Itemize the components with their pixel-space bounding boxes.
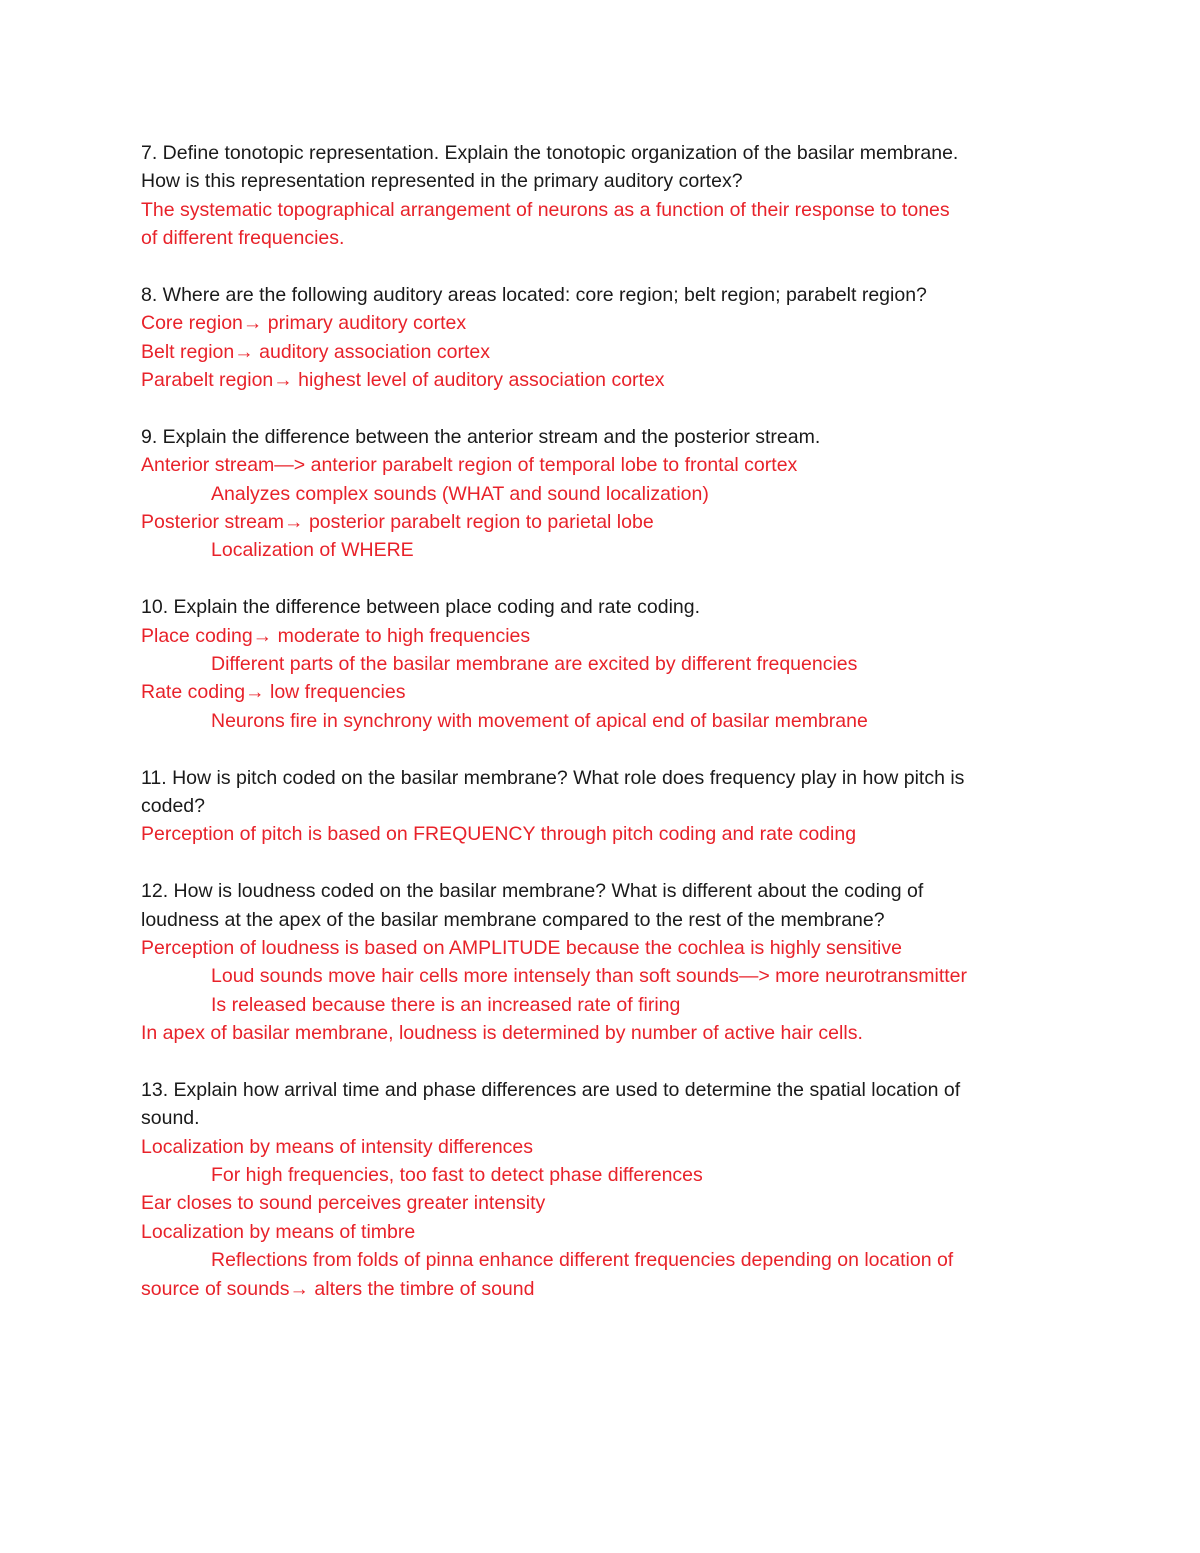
question-line: 11. How is pitch coded on the basilar membrane? What role does frequency play in how pitch is [141,766,965,789]
question-line: How is this representation represented in the primary auditory cortex? [141,170,743,193]
question-block [141,593,1071,735]
answer-line: Perception of loudness is based on AMPLITUDE because the cochlea is highly sensitive [141,936,902,959]
paragraph-gap [141,849,1071,877]
question-line: loudness at the apex of the basilar membrane compared to the rest of the membrane? [141,908,885,931]
answer-line: Parabelt region→ highest level of auditory association cortex [141,369,665,392]
question-block [141,877,1071,1047]
question-line: 10. Explain the difference between place coding and rate coding. [141,596,701,619]
answer-line: Is released because there is an increased rate of firing [211,993,681,1016]
question-block [141,764,1071,849]
answer-line: Belt region→ auditory association cortex [141,340,491,363]
question-line: sound. [141,1107,200,1130]
answer-line: Loud sounds move hair cells more intensely than soft sounds—> more neurotransmitter [211,965,968,988]
answer-line: source of sounds→ alters the timbre of sound [141,1277,535,1300]
answer-line: Different parts of the basilar membrane are excited by different frequencies [211,653,858,676]
answer-line: Localization by means of timbre [141,1220,416,1243]
paragraph-gap [141,1048,1071,1076]
question-line: 9. Explain the difference between the anterior stream and the posterior stream. [141,425,821,448]
question-block [141,423,1071,565]
question-line: 8. Where are the following auditory areas located: core region; belt region; parabelt region? [141,283,927,306]
answer-line: of different frequencies. [141,227,345,250]
answer-line: Reflections from folds of pinna enhance different frequencies depending on location of [211,1249,954,1272]
question-line: 12. How is loudness coded on the basilar membrane? What is different about the coding of [141,880,924,903]
answer-line: Rate coding→ low frequencies [141,681,406,704]
paragraph-gap [141,565,1071,593]
answer-line: Place coding→ moderate to high frequencies [141,624,531,647]
question-block [141,1076,1071,1303]
document-page [141,139,1071,1303]
question-block [141,139,1071,253]
answer-line: Anterior stream—> anterior parabelt region of temporal lobe to frontal cortex [141,454,798,477]
answer-line: Perception of pitch is based on FREQUENCY through pitch coding and rate coding [141,823,857,846]
answer-line: The systematic topographical arrangement of neurons as a function of their response to tones [141,198,950,221]
answer-line: Core region→ primary auditory cortex [141,312,467,335]
answer-line: Localization of WHERE [211,539,414,562]
answer-line: Ear closes to sound perceives greater intensity [141,1192,546,1215]
answer-line: In apex of basilar membrane, loudness is determined by number of active hair cells. [141,1022,863,1045]
paragraph-gap [141,735,1071,763]
answer-line: Analyzes complex sounds (WHAT and sound localization) [211,482,709,505]
question-line: 13. Explain how arrival time and phase differences are used to determine the spatial location of [141,1078,961,1101]
answer-line: Neurons fire in synchrony with movement of apical end of basilar membrane [211,709,868,732]
answer-line: For high frequencies, too fast to detect phase differences [211,1164,703,1187]
question-line: coded? [141,794,205,817]
answer-line: Localization by means of intensity differences [141,1135,534,1158]
paragraph-gap [141,253,1071,281]
paragraph-gap [141,395,1071,423]
question-line: 7. Define tonotopic representation. Explain the tonotopic organization of the basilar membrane. [141,142,959,164]
answer-line: Posterior stream→ posterior parabelt region to parietal lobe [141,511,654,534]
question-block [141,281,1071,395]
